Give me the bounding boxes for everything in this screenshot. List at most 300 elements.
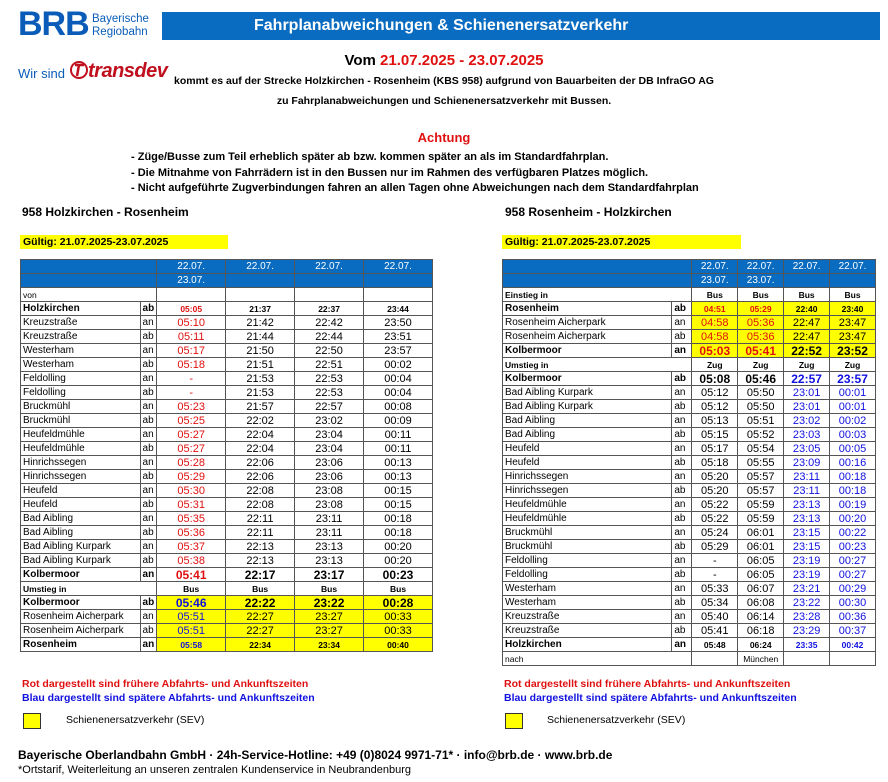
time-cell: 00:18 xyxy=(364,512,433,526)
arr-dep: ab xyxy=(140,330,157,344)
table-row xyxy=(21,568,433,582)
table-row xyxy=(503,554,876,568)
arr-dep: ab xyxy=(140,386,157,400)
time-cell: 05:15 xyxy=(692,428,738,442)
time-cell: 05:55 xyxy=(738,456,784,470)
time-cell: 23:27 xyxy=(295,624,364,638)
arr-dep: an xyxy=(140,484,157,498)
time-cell: 22:52 xyxy=(784,344,830,358)
validity-date: 21.07.2025 - 23.07.2025 xyxy=(380,52,544,69)
time-cell: 05:36 xyxy=(157,526,226,540)
time-cell: - xyxy=(157,386,226,400)
arr-dep: ab xyxy=(140,302,157,316)
arr-dep: an xyxy=(672,582,692,596)
table-row xyxy=(21,456,433,470)
time-cell: 06:05 xyxy=(738,568,784,582)
time-cell: 21:44 xyxy=(226,330,295,344)
station-name: Feldolling xyxy=(503,554,672,568)
arr-dep: ab xyxy=(672,540,692,554)
route-title-left: 958 Holzkirchen - Rosenheim xyxy=(22,205,189,219)
time-cell: 23:47 xyxy=(830,316,876,330)
arr-dep: ab xyxy=(672,372,692,386)
station-name: Hinrichssegen xyxy=(21,456,141,470)
arr-dep: an xyxy=(672,610,692,624)
station-name: Bad Aibling Kurpark xyxy=(503,400,672,414)
time-cell: 22:51 xyxy=(295,358,364,372)
time-cell: 23:03 xyxy=(784,428,830,442)
time-cell: 23:22 xyxy=(784,596,830,610)
nach-row xyxy=(503,652,876,666)
time-cell: 22:50 xyxy=(295,344,364,358)
time-cell: 05:38 xyxy=(157,554,226,568)
time-cell: 05:18 xyxy=(157,358,226,372)
station-name: Bruckmühl xyxy=(21,400,141,414)
header-cell xyxy=(21,274,157,288)
time-cell: 23:34 xyxy=(295,638,364,652)
intro-line-3: zu Fahrplanabweichungen und Schienenersatzverkehr mit Bussen. xyxy=(276,95,612,107)
time-cell: 00:02 xyxy=(364,358,433,372)
time-cell: 05:57 xyxy=(738,484,784,498)
cell xyxy=(226,288,295,302)
time-cell: 05:17 xyxy=(157,344,226,358)
date-cell: 22.07. xyxy=(784,260,830,274)
time-cell: 00:01 xyxy=(830,400,876,414)
table-row xyxy=(21,442,433,456)
time-cell: 05:24 xyxy=(692,526,738,540)
station-name: Heufeldmühle xyxy=(21,428,141,442)
time-cell: 00:30 xyxy=(830,596,876,610)
time-cell: 05:34 xyxy=(692,596,738,610)
time-cell: 22:27 xyxy=(226,624,295,638)
time-cell: 22:42 xyxy=(295,316,364,330)
station-name: Holzkirchen xyxy=(21,302,141,316)
time-cell: 05:41 xyxy=(738,344,784,358)
date-cell: 22.07. xyxy=(738,260,784,274)
time-cell: 00:33 xyxy=(364,610,433,624)
time-cell: 22:08 xyxy=(226,484,295,498)
station-name: Westerham xyxy=(503,582,672,596)
date-cell: 22.07. xyxy=(830,260,876,274)
station-name: Rosenheim Aicherpark xyxy=(503,316,672,330)
cell xyxy=(364,288,433,302)
time-cell: 23:05 xyxy=(784,442,830,456)
arr-dep: ab xyxy=(672,400,692,414)
validity-period: Vom 21.07.2025 - 23.07.2025 xyxy=(344,52,544,69)
time-cell: 23:06 xyxy=(295,456,364,470)
time-cell: 23:04 xyxy=(295,442,364,456)
date-cell xyxy=(226,274,295,288)
time-cell: - xyxy=(692,554,738,568)
time-cell: 23:13 xyxy=(295,554,364,568)
station-name: Kolbermoor xyxy=(503,372,672,386)
notice-item: - Nicht aufgeführte Zugverbindungen fahren an allen Tagen ohne Abweichungen nach dem Standardfahrplan xyxy=(131,182,699,194)
table-row xyxy=(503,498,876,512)
time-cell: 23:21 xyxy=(784,582,830,596)
arr-dep: an xyxy=(140,540,157,554)
time-cell: 22:06 xyxy=(226,470,295,484)
time-cell: 22:11 xyxy=(226,512,295,526)
time-cell: 00:33 xyxy=(364,624,433,638)
date-cell xyxy=(784,274,830,288)
table-row xyxy=(21,330,433,344)
table-row xyxy=(21,470,433,484)
arr-dep: an xyxy=(672,316,692,330)
time-cell: 00:13 xyxy=(364,470,433,484)
footer-note: *Ortstarif, Weiterleitung an unseren zentralen Kundenservice in Neubrandenburg xyxy=(18,764,411,776)
time-cell: 00:22 xyxy=(830,526,876,540)
table-row xyxy=(21,498,433,512)
legend-left xyxy=(22,677,315,705)
time-cell: 05:50 xyxy=(738,400,784,414)
mode-cell: Bus xyxy=(692,288,738,302)
table-row xyxy=(21,610,433,624)
time-cell: 23:19 xyxy=(784,554,830,568)
time-cell: 22:27 xyxy=(226,610,295,624)
time-cell: 05:35 xyxy=(157,512,226,526)
time-cell: 22:06 xyxy=(226,456,295,470)
station-name: Hinrichssegen xyxy=(21,470,141,484)
transdev-logo: transdev xyxy=(88,60,168,82)
von-label: von xyxy=(21,288,157,302)
table-row xyxy=(503,470,876,484)
station-name: Heufeldmühle xyxy=(503,498,672,512)
time-cell: 05:36 xyxy=(738,316,784,330)
time-cell: 05:57 xyxy=(738,470,784,484)
time-cell: 05:36 xyxy=(738,330,784,344)
time-cell: 05:30 xyxy=(157,484,226,498)
time-cell: 23:08 xyxy=(295,484,364,498)
time-cell: 00:03 xyxy=(830,428,876,442)
time-cell: 00:20 xyxy=(830,512,876,526)
time-cell: 23:44 xyxy=(364,302,433,316)
time-cell: 00:15 xyxy=(364,498,433,512)
time-cell: 05:13 xyxy=(692,414,738,428)
time-cell: 23:29 xyxy=(784,624,830,638)
sev-label: Schienenersatzverkehr (SEV) xyxy=(547,714,686,726)
time-cell: - xyxy=(157,372,226,386)
notice-list xyxy=(131,150,699,197)
page-title: Fahrplanabweichungen & Schienenersatzverkehr xyxy=(254,17,629,34)
header-row xyxy=(21,274,433,288)
legend-red: Rot dargestellt sind frühere Abfahrts- und Ankunftszeiten xyxy=(504,678,791,690)
station-name: Kolbermoor xyxy=(21,568,141,582)
cell xyxy=(830,652,876,666)
station-name: Heufeld xyxy=(21,484,141,498)
table-row xyxy=(21,386,433,400)
station-name: Bad Aibling xyxy=(21,512,141,526)
date-cell: 22.07. xyxy=(295,260,364,274)
time-cell: 06:01 xyxy=(738,526,784,540)
station-name: Bad Aibling Kurpark xyxy=(503,386,672,400)
station-name: Bad Aibling xyxy=(503,428,672,442)
table-row xyxy=(21,358,433,372)
station-name: Bad Aibling xyxy=(21,526,141,540)
time-cell: 21:57 xyxy=(226,400,295,414)
time-cell: 06:14 xyxy=(738,610,784,624)
station-name: Rosenheim Aicherpark xyxy=(503,330,672,344)
arr-dep: an xyxy=(140,610,157,624)
time-cell: 23:08 xyxy=(295,498,364,512)
arr-dep: ab xyxy=(672,596,692,610)
table-row xyxy=(21,484,433,498)
arr-dep: ab xyxy=(140,596,157,610)
time-cell: 22:04 xyxy=(226,442,295,456)
legend-blue: Blau dargestellt sind spätere Abfahrts- und Ankunftszeiten xyxy=(504,692,797,704)
time-cell: 00:09 xyxy=(364,414,433,428)
time-cell: 23:11 xyxy=(295,512,364,526)
time-cell: 05:28 xyxy=(157,456,226,470)
time-cell: 23:27 xyxy=(295,610,364,624)
station-name: Feldolling xyxy=(503,568,672,582)
time-cell: 22:13 xyxy=(226,554,295,568)
time-cell: 23:17 xyxy=(295,568,364,582)
time-cell: 00:36 xyxy=(830,610,876,624)
time-cell: 05:11 xyxy=(157,330,226,344)
station-name: Rosenheim xyxy=(21,638,141,652)
station-name: Bruckmühl xyxy=(503,526,672,540)
time-cell: 22:44 xyxy=(295,330,364,344)
mode-cell: Bus xyxy=(830,288,876,302)
table-row xyxy=(21,428,433,442)
timetable-right xyxy=(502,259,876,666)
date-cell xyxy=(295,274,364,288)
time-cell: - xyxy=(692,568,738,582)
time-cell: 00:11 xyxy=(364,442,433,456)
table-row xyxy=(21,414,433,428)
time-cell: 05:41 xyxy=(692,624,738,638)
station-name: Bruckmühl xyxy=(503,540,672,554)
umstieg-row xyxy=(21,582,433,596)
time-cell: 05:20 xyxy=(692,470,738,484)
mode-cell: Bus xyxy=(364,582,433,596)
time-cell: 21:53 xyxy=(226,372,295,386)
mode-cell: Zug xyxy=(784,358,830,372)
time-cell: 22:53 xyxy=(295,386,364,400)
station-name: Hinrichssegen xyxy=(503,470,672,484)
header-cell xyxy=(503,274,692,288)
date-cell: 23.07. xyxy=(692,274,738,288)
station-name: Feldolling xyxy=(21,372,141,386)
time-cell: 00:18 xyxy=(830,470,876,484)
time-cell: 05:37 xyxy=(157,540,226,554)
header-cell xyxy=(503,260,692,274)
arr-dep: ab xyxy=(140,442,157,456)
time-cell: 06:05 xyxy=(738,554,784,568)
time-cell: 05:59 xyxy=(738,512,784,526)
station-name: Kolbermoor xyxy=(21,596,141,610)
mode-cell: Zug xyxy=(830,358,876,372)
header-row xyxy=(21,260,433,274)
time-cell: 23:09 xyxy=(784,456,830,470)
time-cell: 22:57 xyxy=(784,372,830,386)
header-cell xyxy=(21,260,157,274)
einstieg-label: Einstieg in xyxy=(503,288,692,302)
umstieg-row xyxy=(503,358,876,372)
footer-contact: Bayerische Oberlandbahn GmbH · 24h-Service-Hotline: +49 (0)8024 9971-71* · info@brb.de · www.brb.de xyxy=(18,748,613,762)
date-cell: 22.07. xyxy=(157,260,226,274)
station-name: Heufeld xyxy=(21,498,141,512)
station-name: Feldolling xyxy=(21,386,141,400)
time-cell: 06:07 xyxy=(738,582,784,596)
time-cell: 00:18 xyxy=(830,484,876,498)
table-row xyxy=(503,456,876,470)
time-cell: 00:05 xyxy=(830,442,876,456)
arr-dep: an xyxy=(140,372,157,386)
station-name: Westerham xyxy=(503,596,672,610)
wir-sind-label: Wir sind xyxy=(18,66,65,81)
time-cell: 23:57 xyxy=(830,372,876,386)
time-cell: 23:19 xyxy=(784,568,830,582)
time-cell: 22:57 xyxy=(295,400,364,414)
date-cell: 22.07. xyxy=(364,260,433,274)
time-cell: 00:27 xyxy=(830,554,876,568)
time-cell: 05:05 xyxy=(157,302,226,316)
time-cell: 05:41 xyxy=(157,568,226,582)
station-name: Bad Aibling xyxy=(503,414,672,428)
time-cell: 05:52 xyxy=(738,428,784,442)
route-title-right: 958 Rosenheim - Holzkirchen xyxy=(505,205,672,219)
einstieg-row xyxy=(503,288,876,302)
table-row xyxy=(503,484,876,498)
table-row xyxy=(503,540,876,554)
time-cell: 06:08 xyxy=(738,596,784,610)
table-row xyxy=(503,302,876,316)
station-name: Bad Aibling Kurpark xyxy=(21,540,141,554)
arr-dep: an xyxy=(140,428,157,442)
time-cell: 05:22 xyxy=(692,512,738,526)
time-cell: 05:12 xyxy=(692,386,738,400)
arr-dep: an xyxy=(672,638,692,652)
time-cell: 00:18 xyxy=(364,526,433,540)
time-cell: 23:15 xyxy=(784,540,830,554)
date-cell xyxy=(830,274,876,288)
time-cell: 22:08 xyxy=(226,498,295,512)
arr-dep: an xyxy=(672,414,692,428)
time-cell: 05:25 xyxy=(157,414,226,428)
station-name: Bad Aibling Kurpark xyxy=(21,554,141,568)
time-cell: 05:51 xyxy=(157,610,226,624)
table-row xyxy=(503,400,876,414)
legend-red: Rot dargestellt sind frühere Abfahrts- und Ankunftszeiten xyxy=(22,678,309,690)
header-row xyxy=(503,260,876,274)
table-row xyxy=(503,582,876,596)
brb-logo-text: BRB xyxy=(18,5,89,43)
arr-dep: an xyxy=(140,638,157,652)
time-cell: 22:17 xyxy=(226,568,295,582)
time-cell: 05:29 xyxy=(692,540,738,554)
time-cell: 00:20 xyxy=(364,554,433,568)
sev-swatch xyxy=(505,713,523,729)
time-cell: 21:51 xyxy=(226,358,295,372)
mode-cell: Bus xyxy=(295,582,364,596)
arr-dep: ab xyxy=(140,358,157,372)
time-cell: 05:10 xyxy=(157,316,226,330)
station-name: Westerham xyxy=(21,358,141,372)
time-cell: 06:01 xyxy=(738,540,784,554)
arr-dep: an xyxy=(140,512,157,526)
time-cell: 00:19 xyxy=(830,498,876,512)
header-bar xyxy=(162,12,880,40)
arr-dep: an xyxy=(672,386,692,400)
arr-dep: ab xyxy=(140,470,157,484)
table-row xyxy=(503,330,876,344)
station-name: Heufeld xyxy=(503,456,672,470)
legend-blue: Blau dargestellt sind spätere Abfahrts- und Ankunftszeiten xyxy=(22,692,315,704)
time-cell: 00:13 xyxy=(364,456,433,470)
time-cell: 22:04 xyxy=(226,428,295,442)
mode-cell: Bus xyxy=(226,582,295,596)
time-cell: 21:53 xyxy=(226,386,295,400)
table-row xyxy=(21,596,433,610)
arr-dep: ab xyxy=(672,484,692,498)
table-row xyxy=(21,526,433,540)
timetable-left xyxy=(20,259,433,652)
time-cell: 05:29 xyxy=(738,302,784,316)
time-cell: 05:51 xyxy=(738,414,784,428)
time-cell: 23:13 xyxy=(295,540,364,554)
time-cell: 05:50 xyxy=(738,386,784,400)
time-cell: 00:40 xyxy=(364,638,433,652)
table-row xyxy=(503,344,876,358)
time-cell: 23:52 xyxy=(830,344,876,358)
time-cell: 00:27 xyxy=(830,568,876,582)
time-cell: 23:01 xyxy=(784,400,830,414)
time-cell: 23:01 xyxy=(784,386,830,400)
arr-dep: an xyxy=(140,456,157,470)
table-row xyxy=(21,400,433,414)
date-cell: 23.07. xyxy=(738,274,784,288)
table-row xyxy=(503,428,876,442)
table-row xyxy=(21,624,433,638)
arr-dep: ab xyxy=(672,428,692,442)
time-cell: 23:13 xyxy=(784,498,830,512)
time-cell: 21:50 xyxy=(226,344,295,358)
von-row xyxy=(21,288,433,302)
brb-logo-subtitle: Bayerische Regiobahn xyxy=(92,13,149,38)
table-row xyxy=(503,638,876,652)
time-cell: 22:47 xyxy=(784,330,830,344)
time-cell: 23:11 xyxy=(784,470,830,484)
time-cell: 22:40 xyxy=(784,302,830,316)
destination-cell: München xyxy=(738,652,784,666)
time-cell: 05:40 xyxy=(692,610,738,624)
time-cell: 21:42 xyxy=(226,316,295,330)
time-cell: 23:47 xyxy=(830,330,876,344)
intro-line-2: kommt es auf der Strecke Holzkirchen - Rosenheim (KBS 958) aufgrund von Bauarbeiten der DB InfraGO AG xyxy=(174,75,714,87)
nach-label: nach xyxy=(503,652,692,666)
time-cell: 06:24 xyxy=(738,638,784,652)
station-name: Hinrichssegen xyxy=(503,484,672,498)
time-cell: 22:11 xyxy=(226,526,295,540)
arr-dep: ab xyxy=(140,526,157,540)
arr-dep: an xyxy=(140,316,157,330)
time-cell: 22:47 xyxy=(784,316,830,330)
mode-cell: Zug xyxy=(738,358,784,372)
time-cell: 04:51 xyxy=(692,302,738,316)
arr-dep: an xyxy=(672,344,692,358)
time-cell: 00:01 xyxy=(830,386,876,400)
time-cell: 23:02 xyxy=(784,414,830,428)
table-row xyxy=(503,512,876,526)
time-cell: 23:11 xyxy=(784,484,830,498)
table-row xyxy=(503,624,876,638)
time-cell: 00:29 xyxy=(830,582,876,596)
table-row xyxy=(503,610,876,624)
arr-dep: ab xyxy=(140,498,157,512)
time-cell: 00:15 xyxy=(364,484,433,498)
date-cell: 23.07. xyxy=(157,274,226,288)
mode-cell: Zug xyxy=(692,358,738,372)
